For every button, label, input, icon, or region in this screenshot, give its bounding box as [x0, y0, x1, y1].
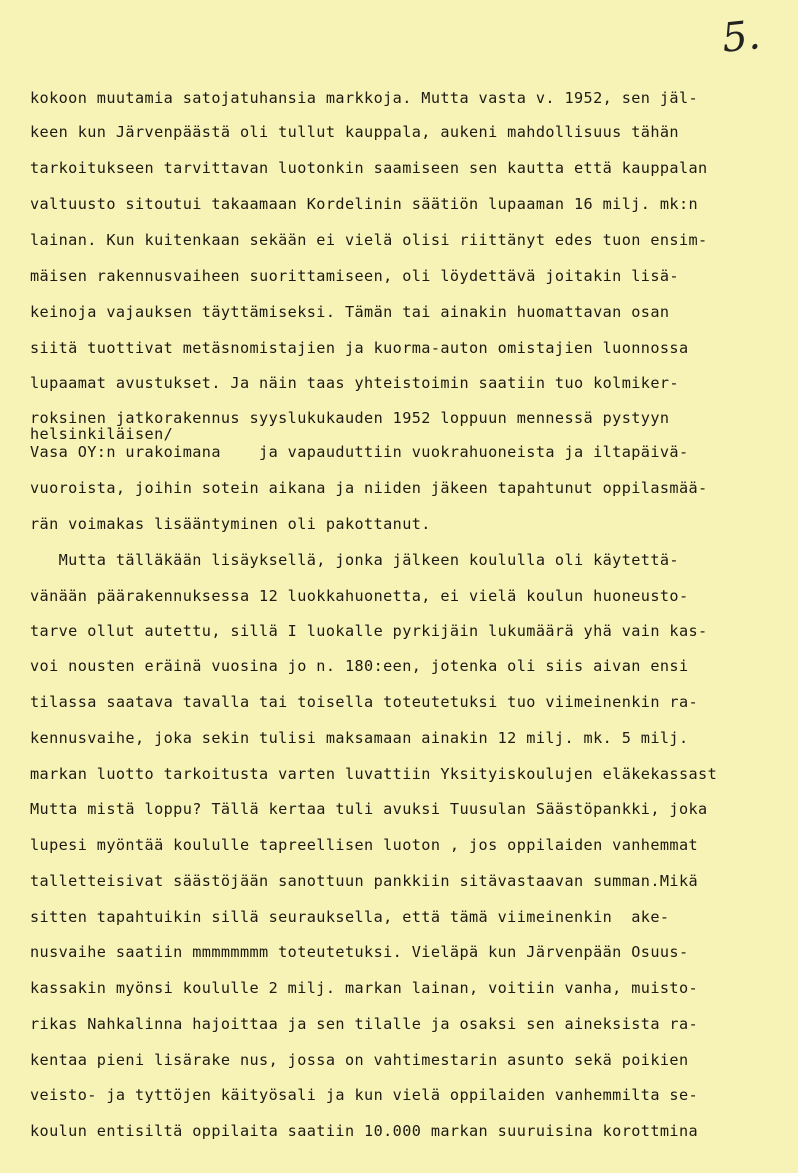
text-line: rikas Nahkalinna hajoittaa ja sen tilalle ja osaksi sen aineksista ra- [30, 1015, 699, 1033]
text-line: keen kun Järvenpäästä oli tullut kauppala, aukeni mahdollisuus tähän [30, 123, 679, 141]
text-line: mäisen rakennusvaiheen suorittamiseen, oli löydettävä joitakin lisä- [30, 267, 679, 285]
text-line: sitten tapahtuikin sillä seurauksella, että tämä viimeinenkin ake- [30, 908, 670, 926]
text-line: Mutta tälläkään lisäyksellä, jonka jälkeen koululla oli käytettä- [30, 551, 679, 569]
text-line: koulun entisiltä oppilaita saatiin 10.000 markan suuruisina korottmina [30, 1122, 699, 1140]
text-line: valtuusto sitoutui takaamaan Kordelinin säätiön lupaaman 16 milj. mk:n [30, 195, 699, 213]
text-line: kassakin myönsi koululle 2 milj. markan lainan, voitiin vanha, muisto- [30, 979, 699, 997]
text-line: tarkoitukseen tarvittavan luotonkin saamiseen sen kautta että kauppalan [30, 159, 708, 177]
page-number: 5. [719, 12, 763, 62]
text-line: keinoja vajauksen täyttämiseksi. Tämän tai ainakin huomattavan osan [30, 303, 670, 321]
text-line: rän voimakas lisääntyminen oli pakottanut. [30, 515, 431, 533]
text-line: voi nousten eräinä vuosina jo n. 180:een, jotenka oli siis aivan ensi [30, 657, 689, 675]
text-line: veisto- ja tyttöjen käityösali ja kun vielä oppilaiden vanhemmilta se- [30, 1086, 699, 1104]
text-line: vänään päärakennuksessa 12 luokkahuonetta, ei vielä koulun huoneusto- [30, 587, 689, 605]
text-line: tilassa saatava tavalla tai toisella toteutetuksi tuo viimeinenkin ra- [30, 693, 699, 711]
text-line: lupesi myöntää koululle tapreellisen luoton , jos oppilaiden vanhemmat [30, 836, 699, 854]
text-line: kentaa pieni lisärake nus, jossa on vahtimestarin asunto sekä poikien [30, 1051, 689, 1069]
text-line: kennusvaihe, joka sekin tulisi maksamaan ainakin 12 milj. mk. 5 milj. [30, 729, 689, 747]
text-line: talletteisivat säästöjään sanottuun pankkiin sitävastaavan summan.Mikä [30, 872, 699, 890]
text-line: lupaamat avustukset. Ja näin taas yhteistoimin saatiin tuo kolmiker- [30, 374, 679, 392]
text-line: kokoon muutamia satojatuhansia markkoja. Mutta vasta v. 1952, sen jäl- [30, 89, 699, 107]
text-line: Vasa OY:n urakoimana ja vapauduttiin vuokrahuoneista ja iltapäivä- [30, 443, 689, 461]
text-line: lainan. Kun kuitenkaan sekään ei vielä olisi riittänyt edes tuon ensim- [30, 231, 708, 249]
text-line: nusvaihe saatiin mmmmmmmm toteutetuksi. Vieläpä kun Järvenpään Osuus- [30, 943, 689, 961]
text-line-interlinear: helsinkiläisen/ [30, 425, 174, 443]
text-line: Mutta mistä loppu? Tällä kertaa tuli avuksi Tuusulan Säästöpankki, joka [30, 800, 708, 818]
text-line: markan luotto tarkoitusta varten luvattiin Yksityiskoulujen eläkekassast [30, 765, 718, 783]
text-line: tarve ollut autettu, sillä I luokalle pyrkijäin lukumäärä yhä vain kas- [30, 622, 708, 640]
text-line: vuoroista, joihin sotein aikana ja niiden jäkeen tapahtunut oppilasmää- [30, 479, 708, 497]
text-line: siitä tuottivat metäsnomistajien ja kuorma-auton omistajien luonnossa [30, 339, 689, 357]
text-line: roksinen jatkorakennus syyslukukauden 1952 loppuun mennessä pystyyn [30, 409, 670, 427]
